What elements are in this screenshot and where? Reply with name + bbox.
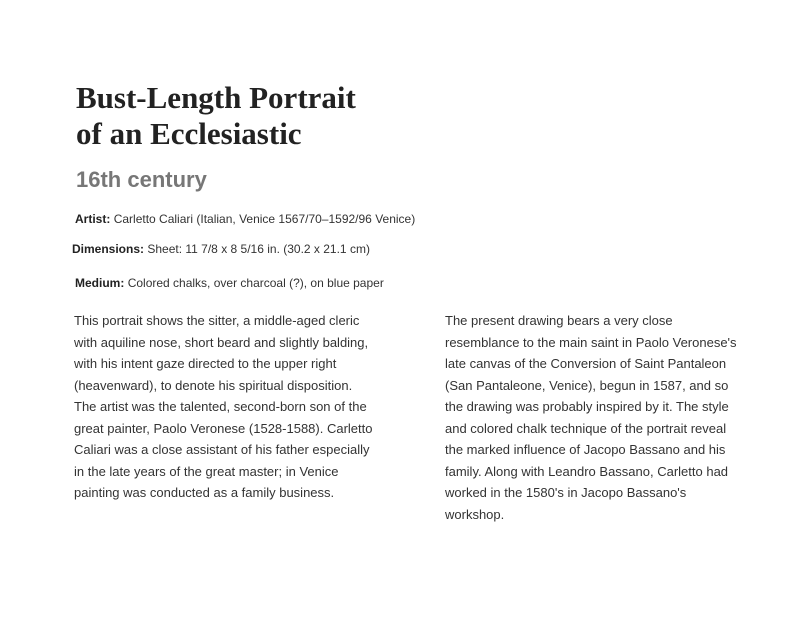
dimensions-label: Dimensions: (72, 242, 145, 256)
artist-line (75, 211, 415, 227)
medium-value: Colored chalks, over charcoal (?), on blue paper (127, 276, 384, 290)
artwork-title (76, 80, 476, 152)
artwork-date: 16th century (76, 167, 207, 192)
dimensions-value: Sheet: 11 7/8 x 8 5/16 in. (30.2 x 21.1 cm) (147, 242, 370, 256)
artist-label: Artist: (75, 212, 111, 226)
description-paragraph-1: This portrait shows the sitter, a middle-aged cleric with aquiline nose, short beard and slightly balding, with his intent gaze directed to the upper right (heavenward), to denote his spiritual disposition. The artist was the talented, second-born son of the great painter, Paolo Veronese (1528-1588). Carletto Caliari was a close assistant of his father especially in the late years of the great master; in Venice painting was conducted as a family business. (74, 313, 373, 500)
description-paragraph-2: The present drawing bears a very close resemblance to the main saint in Paolo Veronese's late canvas of the Conversion of Saint Pantaleon (San Pantaleone, Venice), begun in 1587, and so the drawing was probably inspired by it. The style and colored chalk technique of the portrait reveal the marked influence of Jacopo Bassano and his family. Along with Leandro Bassano, Carletto had worked in the 1580's in Jacopo Bassano's workshop. (445, 313, 737, 522)
dimensions-line (72, 241, 370, 257)
artwork-title-line-2: of an Ecclesiastic (76, 116, 302, 151)
medium-label: Medium: (75, 276, 125, 290)
artist-value: Carletto Caliari (Italian, Venice 1567/70–1592/96 Venice) (113, 212, 416, 226)
artwork-title-line-1: Bust-Length Portrait (76, 80, 356, 115)
medium-line (75, 275, 384, 291)
